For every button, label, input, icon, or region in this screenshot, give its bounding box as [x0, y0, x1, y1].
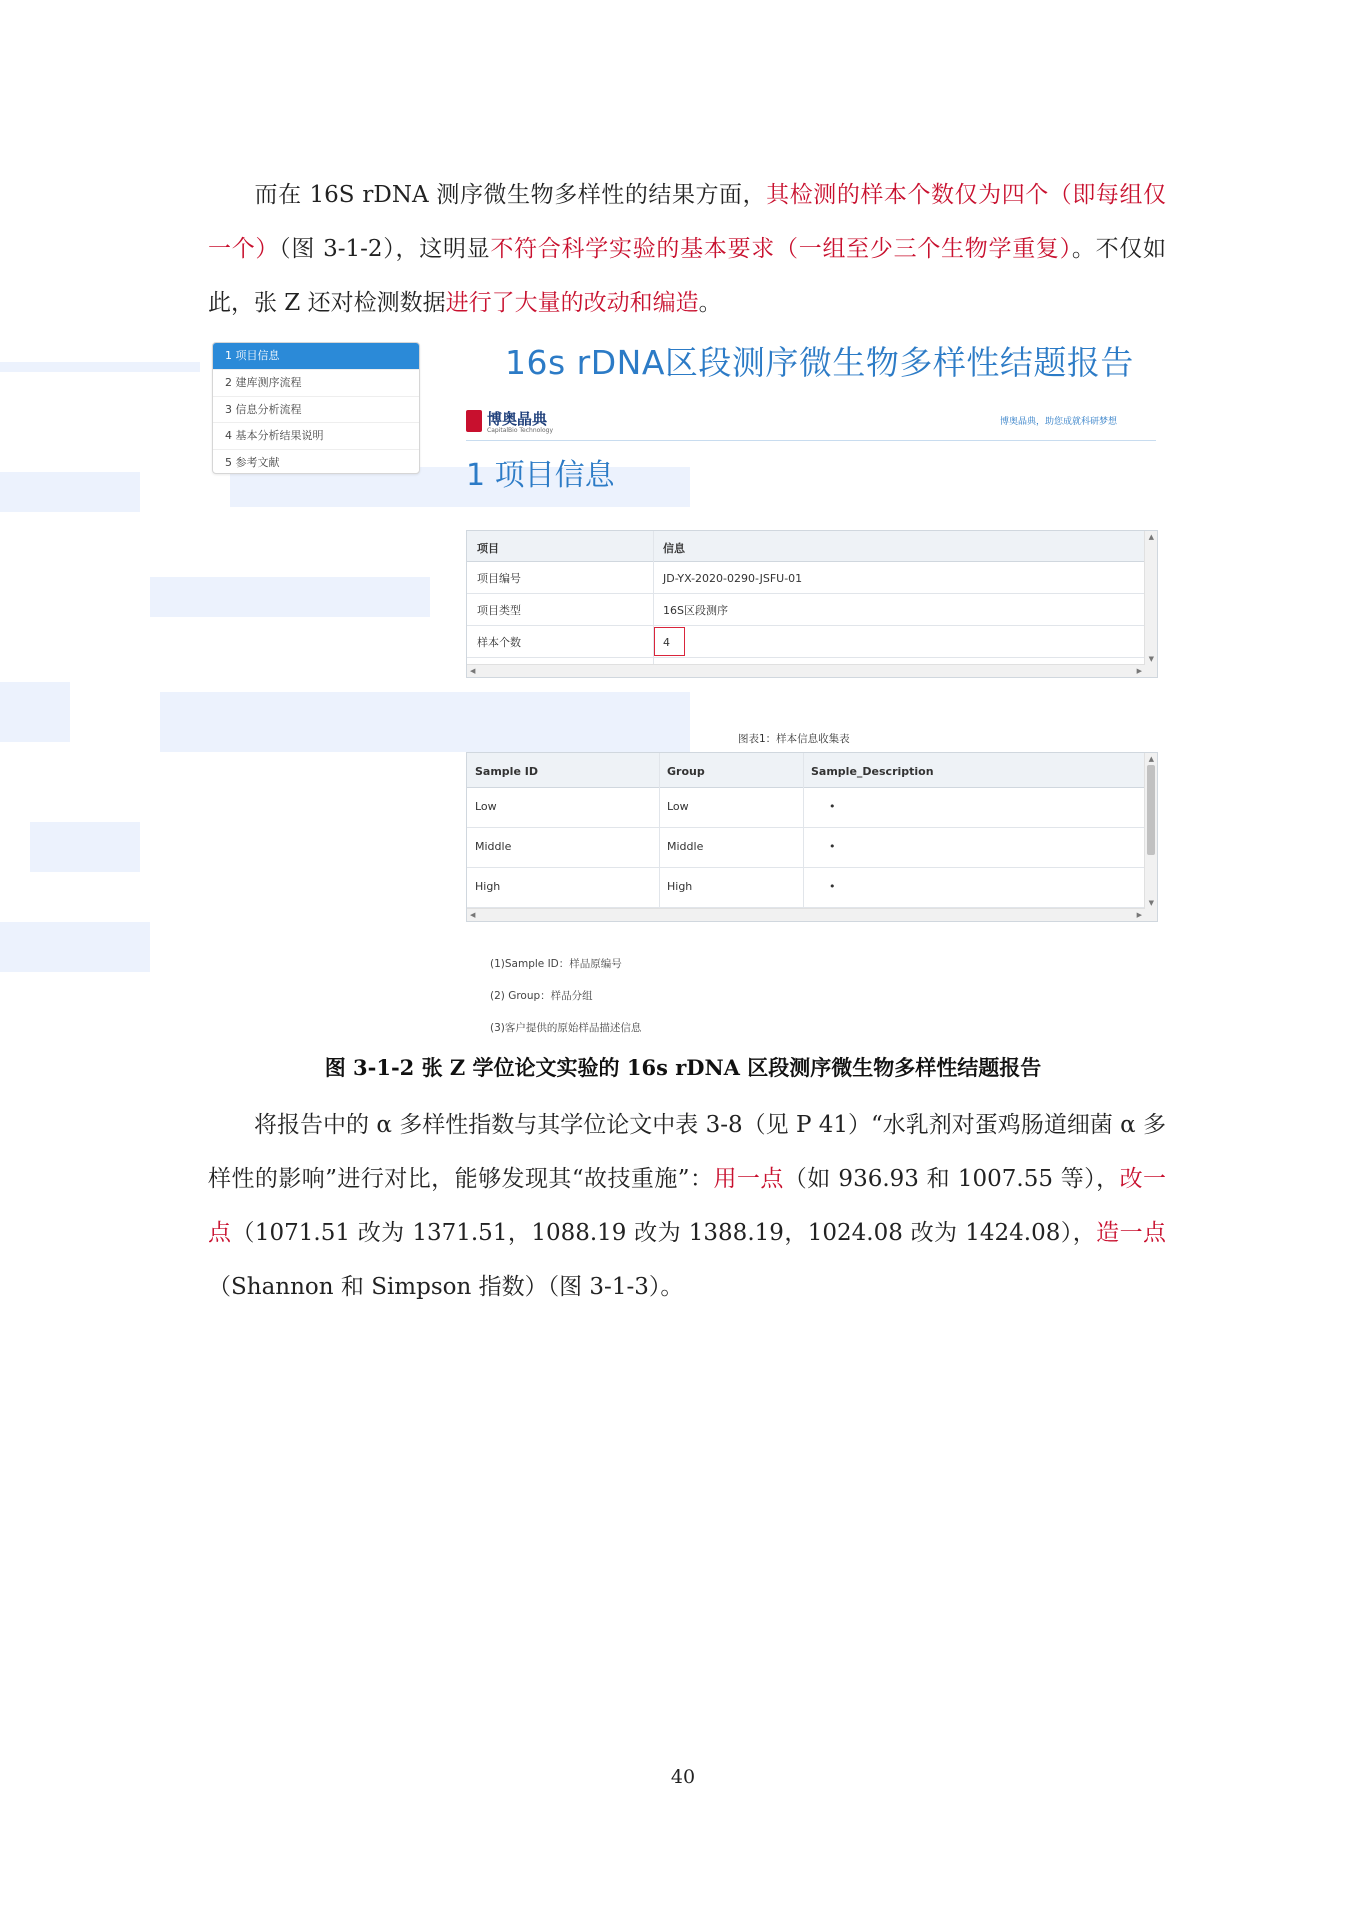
nav-item-project-info: 1 项目信息	[213, 343, 419, 369]
project-info-table	[466, 530, 1158, 678]
report-nav-menu	[212, 342, 420, 474]
scroll-left-icon[interactable]: ◀	[470, 667, 476, 675]
nav-item-references: 5 参考文献	[213, 449, 419, 476]
table-cell-sample-id: Low	[475, 800, 497, 813]
table-cell-description: •	[829, 800, 836, 813]
table-cell-label: 项目类型	[477, 604, 521, 617]
scrollbar-thumb[interactable]	[1147, 765, 1155, 855]
nav-item-analysis-flow: 3 信息分析流程	[213, 396, 419, 423]
para2-text-2: （如 936.93 和 1007.55 等），	[783, 1166, 1120, 1192]
company-tagline: 博奥晶典，助您成就科研梦想	[1000, 417, 1118, 427]
scroll-right-icon[interactable]: ▶	[1136, 911, 1142, 919]
para1-highlight-requirement: 不符合科学实验的基本要求（一组至少三个生物学重复）	[490, 236, 1072, 262]
para2-text-4: （Shannon 和 Simpson 指数）（图 3-1-3）。	[208, 1274, 684, 1300]
para2-text-3: （1071.51 改为 1371.51，1088.19 改为 1388.19，1024.08 改为 1424.08），	[231, 1220, 1097, 1246]
scroll-left-icon[interactable]: ◀	[470, 911, 476, 919]
table-header-item: 项目	[477, 542, 499, 555]
table-header-group: Group	[667, 765, 705, 778]
note-group: (2) Group：样品分组	[490, 990, 593, 1002]
para1-text-2: （图 3-1-2），这明显	[279, 236, 491, 262]
logo-icon	[466, 410, 482, 432]
table1-caption: 图表1：样本信息收集表	[738, 733, 850, 745]
para2-highlight-fabricate: 造一点	[1096, 1220, 1167, 1246]
table-header-row	[467, 531, 1157, 562]
table-cell-value: 16S区段测序	[663, 604, 728, 617]
page-number: 40	[670, 1766, 696, 1788]
section-title-project-info: 1 项目信息	[466, 458, 615, 493]
table-cell-description: •	[829, 880, 836, 893]
logo-subtitle: CapitalBio Technology	[487, 427, 554, 434]
para1-text-4: 。	[698, 290, 722, 316]
note-sample-id: (1)Sample ID：样品原编号	[490, 958, 622, 970]
nav-item-basic-results: 4 基本分析结果说明	[213, 422, 419, 449]
table-header-description: Sample_Description	[811, 765, 934, 778]
table-cell-label: 项目编号	[477, 572, 521, 585]
para1-highlight-fabrication: 进行了大量的改动和编造	[445, 290, 699, 316]
table-cell-label: 样本个数	[477, 636, 521, 649]
scroll-up-icon[interactable]: ▲	[1148, 533, 1154, 541]
table-cell-group: Low	[667, 800, 689, 813]
table2-vertical-scrollbar[interactable]	[1144, 753, 1157, 921]
table-cell-group: High	[667, 880, 693, 893]
sample-info-table	[466, 752, 1158, 922]
scroll-right-icon[interactable]: ▶	[1136, 667, 1142, 675]
para1-text-3: 。不仅如此，张 Z 还对检测数据	[208, 236, 1167, 316]
header-divider	[466, 440, 1156, 441]
logo-text: 博奥晶典	[487, 410, 548, 428]
paragraph-alpha-diversity	[208, 1098, 1166, 1314]
note-description: (3)客户提供的原始样品描述信息	[490, 1022, 642, 1034]
table-cell-group: Middle	[667, 840, 704, 853]
table-cell-description: •	[829, 840, 836, 853]
table-header-sample-id: Sample ID	[475, 765, 538, 778]
sample-count-highlight-box	[654, 627, 685, 656]
table-cell-sample-id: Middle	[475, 840, 512, 853]
table-cell-sample-id: High	[475, 880, 501, 893]
company-logo	[466, 408, 576, 436]
para1-highlight-sample-count: 其检测的样本个数仅为四个（即每组仅一个）	[208, 182, 1166, 262]
scroll-down-icon[interactable]: ▼	[1148, 899, 1154, 907]
report-screenshot-figure	[0, 332, 1366, 1044]
figure-caption: 图 3-1-2 张 Z 学位论文实验的 16s rDNA 区段测序微生物多样性结题报告	[324, 1055, 1042, 1080]
nav-item-library-sequencing: 2 建库测序流程	[213, 369, 419, 396]
scroll-down-icon[interactable]: ▼	[1148, 655, 1154, 663]
report-title: 16s rDNA区段测序微生物多样性结题报告	[505, 343, 1134, 382]
paragraph-sample-count	[208, 168, 1166, 330]
para2-text-1: 将报告中的 α 多样性指数与其学位论文中表 3-8（见 P 41）“水乳剂对蛋鸡肠道细菌 α 多样性的影响”进行对比，能够发现其“故技重施”：	[208, 1112, 1166, 1192]
para2-highlight-reuse: 用一点	[713, 1166, 784, 1192]
table-header-info: 信息	[663, 542, 685, 555]
table-cell-value: JD-YX-2020-0290-JSFU-01	[663, 572, 803, 585]
para2-highlight-modify: 改一点	[208, 1166, 1167, 1246]
table1-horizontal-scrollbar[interactable]	[467, 664, 1145, 677]
para1-text-1: 而在 16S rDNA 测序微生物多样性的结果方面，	[254, 182, 767, 208]
scroll-up-icon[interactable]: ▲	[1148, 755, 1154, 763]
table2-horizontal-scrollbar[interactable]	[467, 908, 1145, 921]
table-cell-sample-count: 4	[663, 636, 670, 649]
